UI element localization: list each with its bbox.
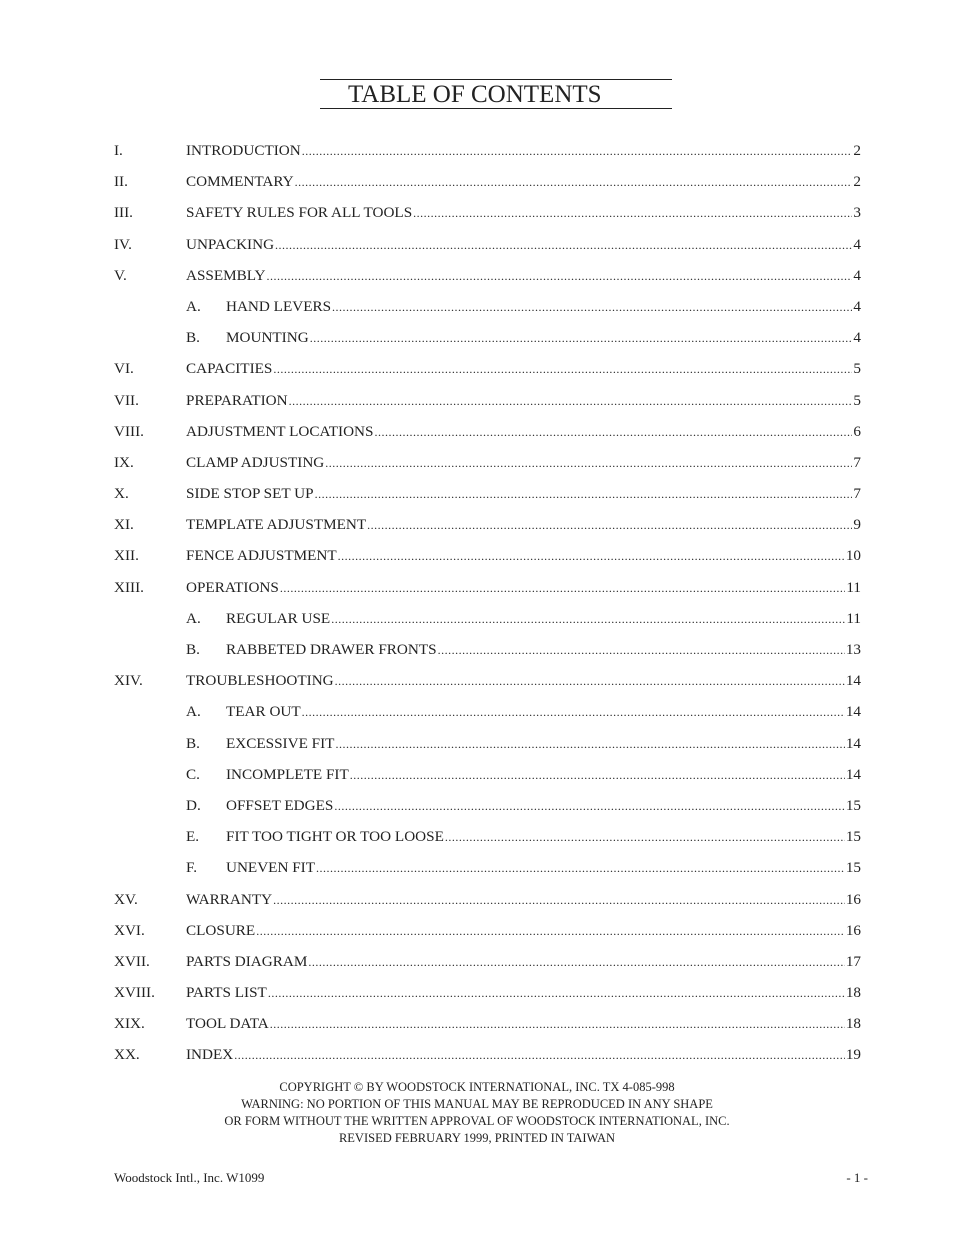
toc-entry-title: REGULAR USE [226, 609, 331, 627]
warning-line-continued: OR FORM WITHOUT THE WRITTEN APPROVAL OF WOODSTOCK INTERNATIONAL, INC. [224, 1114, 730, 1128]
toc-entry-title: EXCESSIVE FIT [226, 734, 335, 752]
toc-entry-title: INDEX [186, 1046, 234, 1064]
toc-entry-title: PARTS DIAGRAM [186, 952, 308, 970]
dot-leader [374, 425, 852, 440]
toc-page-number: 15 [845, 796, 861, 814]
toc-subsection-letter: A. [186, 609, 201, 627]
dot-leader [289, 394, 853, 409]
table-of-contents [0, 137, 954, 1073]
toc-page-number: 9 [853, 516, 861, 534]
dot-leader [308, 955, 844, 970]
toc-entry [0, 418, 954, 449]
toc-page-number: 4 [853, 235, 861, 253]
toc-entry-title: PREPARATION [186, 391, 288, 409]
toc-entry-title: TEAR OUT [226, 703, 301, 721]
dot-leader [350, 768, 845, 783]
toc-page-number: 4 [853, 266, 861, 284]
toc-subsection-letter: B. [186, 734, 200, 752]
footer-company: Woodstock Intl., Inc. W1099 [114, 1170, 265, 1185]
toc-page-number: 14 [845, 672, 861, 690]
toc-entry-title: INTRODUCTION [186, 142, 301, 159]
toc-entry [0, 542, 954, 573]
toc-entry [0, 262, 954, 293]
toc-entry-line [186, 236, 861, 254]
toc-entry [0, 168, 954, 199]
toc-section-number: XII. [114, 547, 139, 565]
toc-entry-line [226, 610, 861, 628]
dot-leader [234, 1048, 845, 1063]
dot-leader [267, 269, 853, 284]
toc-subsection-letter: D. [186, 796, 201, 814]
toc-page-number: 5 [853, 391, 861, 409]
toc-entry [0, 355, 954, 386]
page-title: TABLE OF CONTENTS [348, 81, 602, 108]
toc-section-number: VIII. [114, 422, 144, 440]
dot-leader [273, 362, 852, 377]
toc-page-number: 14 [845, 734, 861, 752]
toc-section-number: VI. [114, 360, 134, 378]
toc-entry-line [186, 267, 861, 285]
toc-page-number: 4 [853, 297, 861, 315]
toc-entry-line [226, 766, 861, 784]
toc-page-number: 7 [853, 485, 861, 503]
toc-entry-line [186, 360, 861, 378]
dot-leader [334, 799, 844, 814]
toc-entry-line [186, 922, 861, 940]
toc-entry-title: UNEVEN FIT [226, 859, 316, 877]
dot-leader [310, 331, 853, 346]
toc-subsection-letter: A. [186, 703, 201, 721]
toc-entry-title: ASSEMBLY [186, 266, 266, 284]
toc-entry [0, 387, 954, 418]
toc-entry-line [226, 329, 861, 347]
toc-entry-line [226, 703, 861, 721]
toc-section-number: I. [114, 142, 123, 159]
toc-entry-title: ADJUSTMENT LOCATIONS [186, 422, 374, 440]
toc-page-number: 10 [845, 547, 861, 565]
toc-section-number: XIII. [114, 578, 144, 596]
dot-leader [338, 549, 845, 564]
toc-entry-title: CLOSURE [186, 921, 256, 939]
toc-subsection-letter: A. [186, 297, 201, 315]
toc-section-number: XV. [114, 890, 138, 908]
toc-entry [0, 917, 954, 948]
footer-page-number: - 1 - [846, 1170, 868, 1185]
toc-subsection-letter: C. [186, 765, 200, 783]
toc-page-number: 16 [845, 890, 861, 908]
toc-page-number: 5 [853, 360, 861, 378]
toc-entry [0, 231, 954, 262]
dot-leader [445, 830, 845, 845]
toc-entry [0, 979, 954, 1010]
toc-entry-line [186, 204, 861, 222]
toc-entry-line [186, 984, 861, 1002]
toc-entry-line [186, 423, 861, 441]
toc-entry [0, 667, 954, 698]
dot-leader [332, 300, 852, 315]
toc-entry [0, 636, 954, 667]
toc-section-number: XVI. [114, 921, 145, 939]
toc-entry-line [226, 859, 861, 877]
toc-page-number: 3 [853, 204, 861, 222]
dot-leader [280, 581, 846, 596]
toc-entry [0, 854, 954, 885]
toc-section-number: IX. [114, 453, 134, 471]
dot-leader [438, 643, 845, 658]
revision-line: REVISED FEBRUARY 1999, PRINTED IN TAIWAN [338, 1131, 616, 1145]
dot-leader [270, 1017, 845, 1032]
dot-leader [273, 893, 845, 908]
dot-leader [325, 456, 852, 471]
toc-page-number: 14 [845, 765, 861, 783]
toc-entry-line [186, 1015, 861, 1033]
dot-leader [256, 924, 845, 939]
toc-entry-title: OFFSET EDGES [226, 796, 334, 814]
toc-page-number: 6 [853, 422, 861, 440]
dot-leader [367, 518, 852, 533]
toc-entry-title: CLAMP ADJUSTING [186, 453, 325, 471]
dot-leader [295, 175, 853, 190]
toc-entry-title: SIDE STOP SET UP [186, 485, 314, 503]
dot-leader [315, 487, 853, 502]
toc-section-number: XIX. [114, 1015, 145, 1033]
toc-entry-title: WARRANTY [186, 890, 273, 908]
toc-section-number: XIV. [114, 672, 143, 690]
toc-entry-line [226, 298, 861, 316]
toc-entry [0, 449, 954, 480]
copyright-line: COPYRIGHT © BY WOODSTOCK INTERNATIONAL, INC. TX 4-085-998 [279, 1080, 675, 1094]
toc-page-number: 2 [853, 173, 861, 191]
toc-section-number: IV. [114, 235, 132, 253]
toc-section-number: XX. [114, 1046, 140, 1064]
dot-leader [331, 612, 845, 627]
toc-entry-title: TOOL DATA [186, 1015, 269, 1033]
toc-entry-line [186, 454, 861, 472]
toc-entry [0, 730, 954, 761]
dot-leader [335, 737, 844, 752]
toc-page-number: 17 [845, 952, 861, 970]
toc-subsection-letter: B. [186, 641, 200, 658]
toc-entry-line [186, 547, 861, 565]
toc-entry-title: RABBETED DRAWER FRONTS [226, 641, 437, 658]
toc-entry-title: TROUBLESHOOTING [186, 672, 334, 690]
toc-entry [0, 605, 954, 636]
toc-section-number: III. [114, 204, 133, 222]
toc-section-number: XVII. [114, 952, 150, 970]
copyright-notice [0, 1079, 954, 1147]
toc-entry [0, 574, 954, 605]
dot-leader [302, 144, 853, 159]
toc-entry-line [226, 828, 861, 846]
toc-section-number: II. [114, 173, 128, 191]
toc-entry [0, 324, 954, 355]
toc-page-number: 13 [845, 641, 861, 658]
toc-entry-title: CAPACITIES [186, 360, 273, 378]
toc-entry-title: PARTS LIST [186, 984, 267, 1002]
toc-page-number: 15 [845, 828, 861, 846]
toc-entry-title: MOUNTING [226, 329, 309, 347]
dot-leader [302, 705, 845, 720]
toc-entry [0, 199, 954, 230]
toc-entry-line [186, 516, 861, 534]
toc-section-number: V. [114, 266, 127, 284]
toc-entry-line [226, 797, 861, 815]
toc-entry-title: COMMENTARY [186, 173, 294, 191]
toc-subsection-letter: F. [186, 859, 198, 877]
toc-page-number: 18 [845, 1015, 861, 1033]
dot-leader [335, 674, 845, 689]
toc-entry [0, 886, 954, 917]
toc-entry [0, 137, 954, 168]
toc-entry-line [186, 891, 861, 909]
toc-subsection-letter: B. [186, 329, 200, 347]
toc-entry [0, 948, 954, 979]
toc-page-number: 4 [853, 329, 861, 347]
toc-entry [0, 511, 954, 542]
toc-entry-line [186, 485, 861, 503]
toc-page-number: 11 [846, 578, 861, 596]
toc-entry-line [186, 672, 861, 690]
toc-entry-title: INCOMPLETE FIT [226, 765, 349, 783]
dot-leader [268, 986, 845, 1001]
toc-entry [0, 792, 954, 823]
toc-section-number: VII. [114, 391, 139, 409]
warning-line: WARNING: NO PORTION OF THIS MANUAL MAY BE REPRODUCED IN ANY SHAPE [241, 1097, 713, 1111]
toc-page-number: 19 [845, 1046, 861, 1064]
toc-entry [0, 293, 954, 324]
toc-entry [0, 480, 954, 511]
toc-entry-title: OPERATIONS [186, 578, 279, 596]
toc-entry [0, 1041, 954, 1072]
toc-page-number: 15 [845, 859, 861, 877]
toc-entry [0, 823, 954, 854]
toc-page-number: 7 [853, 453, 861, 471]
toc-entry [0, 761, 954, 792]
title-box [320, 79, 672, 109]
toc-section-number: XVIII. [114, 984, 155, 1002]
toc-entry-title: FENCE ADJUSTMENT [186, 547, 337, 565]
toc-entry-title: TEMPLATE ADJUSTMENT [186, 516, 367, 534]
toc-page-number: 14 [845, 703, 861, 721]
toc-entry [0, 1010, 954, 1041]
toc-entry-title: SAFETY RULES FOR ALL TOOLS [186, 204, 413, 222]
dot-leader [275, 238, 852, 253]
toc-entry-title: FIT TOO TIGHT OR TOO LOOSE [226, 828, 444, 846]
toc-entry-line [186, 142, 861, 160]
dot-leader [413, 206, 852, 221]
toc-entry-line [186, 173, 861, 191]
toc-entry-line [186, 579, 861, 597]
toc-entry-line [186, 392, 861, 410]
toc-subsection-letter: E. [186, 828, 200, 846]
toc-entry-line [186, 1046, 861, 1064]
toc-entry-line [186, 953, 861, 971]
toc-entry [0, 698, 954, 729]
toc-section-number: XI. [114, 516, 134, 534]
toc-page-number: 11 [846, 609, 861, 627]
toc-entry-line [226, 735, 861, 753]
dot-leader [316, 861, 845, 876]
toc-entry-line [226, 641, 861, 659]
toc-entry-title: HAND LEVERS [226, 297, 332, 315]
toc-entry-title: UNPACKING [186, 235, 275, 253]
toc-page-number: 16 [845, 921, 861, 939]
toc-page-number: 2 [853, 142, 861, 159]
toc-page-number: 18 [845, 984, 861, 1002]
toc-section-number: X. [114, 485, 129, 503]
